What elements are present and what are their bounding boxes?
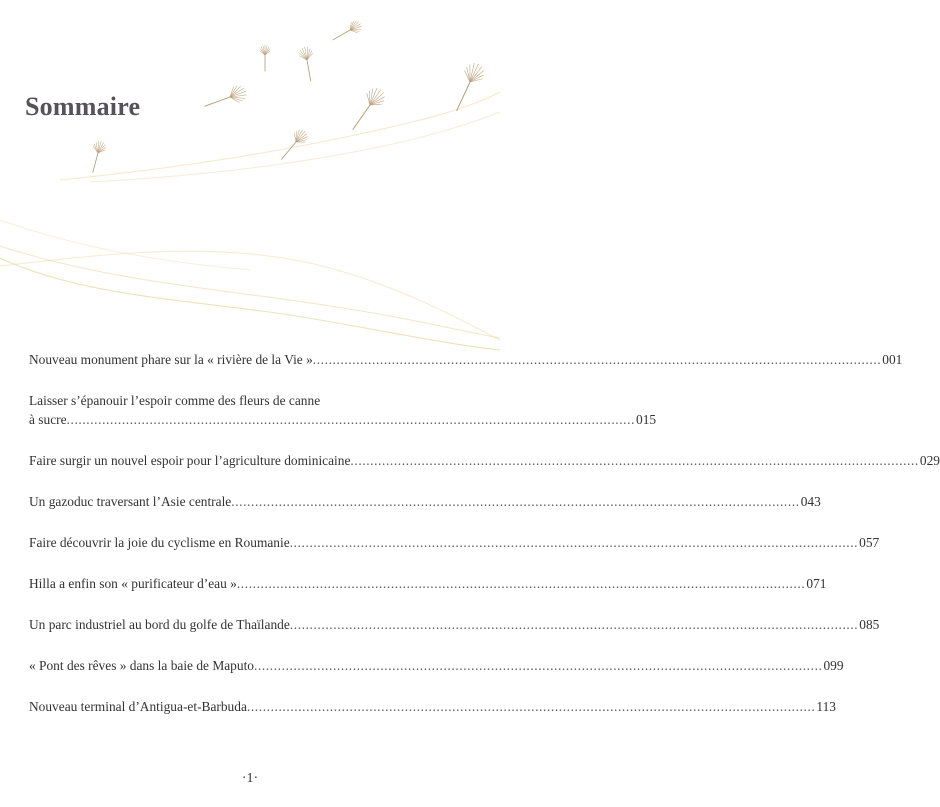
toc-entry-title: Nouveau terminal d’Antigua-et-Barbuda (29, 699, 247, 714)
decorative-background (0, 0, 500, 400)
toc-entry-title: Un parc industriel au bord du golfe de Thaïlande (29, 617, 290, 632)
toc-entry[interactable] (29, 492, 821, 511)
dandelion-seed-icon (299, 47, 312, 82)
toc-entry[interactable] (29, 574, 827, 593)
toc-entry-page: 001 (882, 352, 903, 367)
toc-entry[interactable] (29, 615, 880, 634)
wave-line (0, 258, 500, 350)
page-title: Sommaire (25, 92, 141, 121)
toc-entry-title: Faire découvrir la joie du cyclisme en Roumanie (29, 535, 290, 550)
dandelion-seeds (93, 21, 484, 173)
toc-entry-title: « Pont des rêves » dans la baie de Maputo (29, 658, 254, 673)
toc-entry[interactable] (29, 350, 903, 369)
leader-dots (237, 574, 805, 593)
dandelion-seed-icon (281, 130, 307, 160)
page-number: ·1· (241, 771, 259, 786)
wave-line (0, 220, 250, 270)
leader-dots (67, 410, 635, 429)
toc-entry-page: 099 (823, 658, 844, 673)
toc-entry-page: 113 (816, 699, 836, 714)
toc-entry-title-continued: à sucre (29, 412, 67, 427)
wave-line (0, 246, 500, 338)
toc-entry-title: Nouveau monument phare sur la « rivière de la Vie » (29, 352, 313, 367)
dandelion-seed-icon (260, 45, 270, 72)
toc-entry[interactable] (29, 391, 657, 429)
toc-entry-page: 029 (919, 453, 940, 468)
toc-entry-page: 057 (859, 535, 880, 550)
dandelion-seed-icon (353, 88, 385, 130)
toc-entry-page: 071 (806, 576, 827, 591)
leader-dots (350, 451, 918, 470)
leader-dots (290, 615, 858, 634)
toc-entry-page: 043 (800, 494, 821, 509)
leader-dots (313, 350, 881, 369)
dandelion-seed-icon (204, 86, 246, 106)
toc-entry[interactable] (29, 451, 940, 470)
toc-entry[interactable] (29, 697, 836, 716)
toc-entry-page: 085 (859, 617, 880, 632)
toc-entry[interactable] (29, 533, 880, 552)
toc-entry-title: Faire surgir un nouvel espoir pour l’agriculture dominicaine (29, 453, 351, 468)
toc-entry-title: Un gazoduc traversant l’Asie centrale (29, 494, 232, 509)
leader-dots (247, 697, 815, 716)
wave-lines (0, 92, 500, 350)
table-of-contents (29, 350, 940, 738)
leader-dots (290, 533, 858, 552)
leader-dots (231, 492, 799, 511)
toc-entry-title: Hilla a enfin son « purificateur d’eau » (29, 576, 237, 591)
wave-line (0, 251, 500, 340)
dandelion-seed-icon (457, 63, 484, 111)
dandelion-seed-icon (93, 141, 106, 173)
toc-entry-page: 015 (636, 412, 657, 427)
dandelion-seed-icon (333, 21, 362, 40)
toc-entry[interactable] (29, 656, 844, 675)
toc-entry-title: Laisser s’épanouir l’espoir comme des fleurs de canne (29, 393, 321, 408)
leader-dots (254, 656, 822, 675)
